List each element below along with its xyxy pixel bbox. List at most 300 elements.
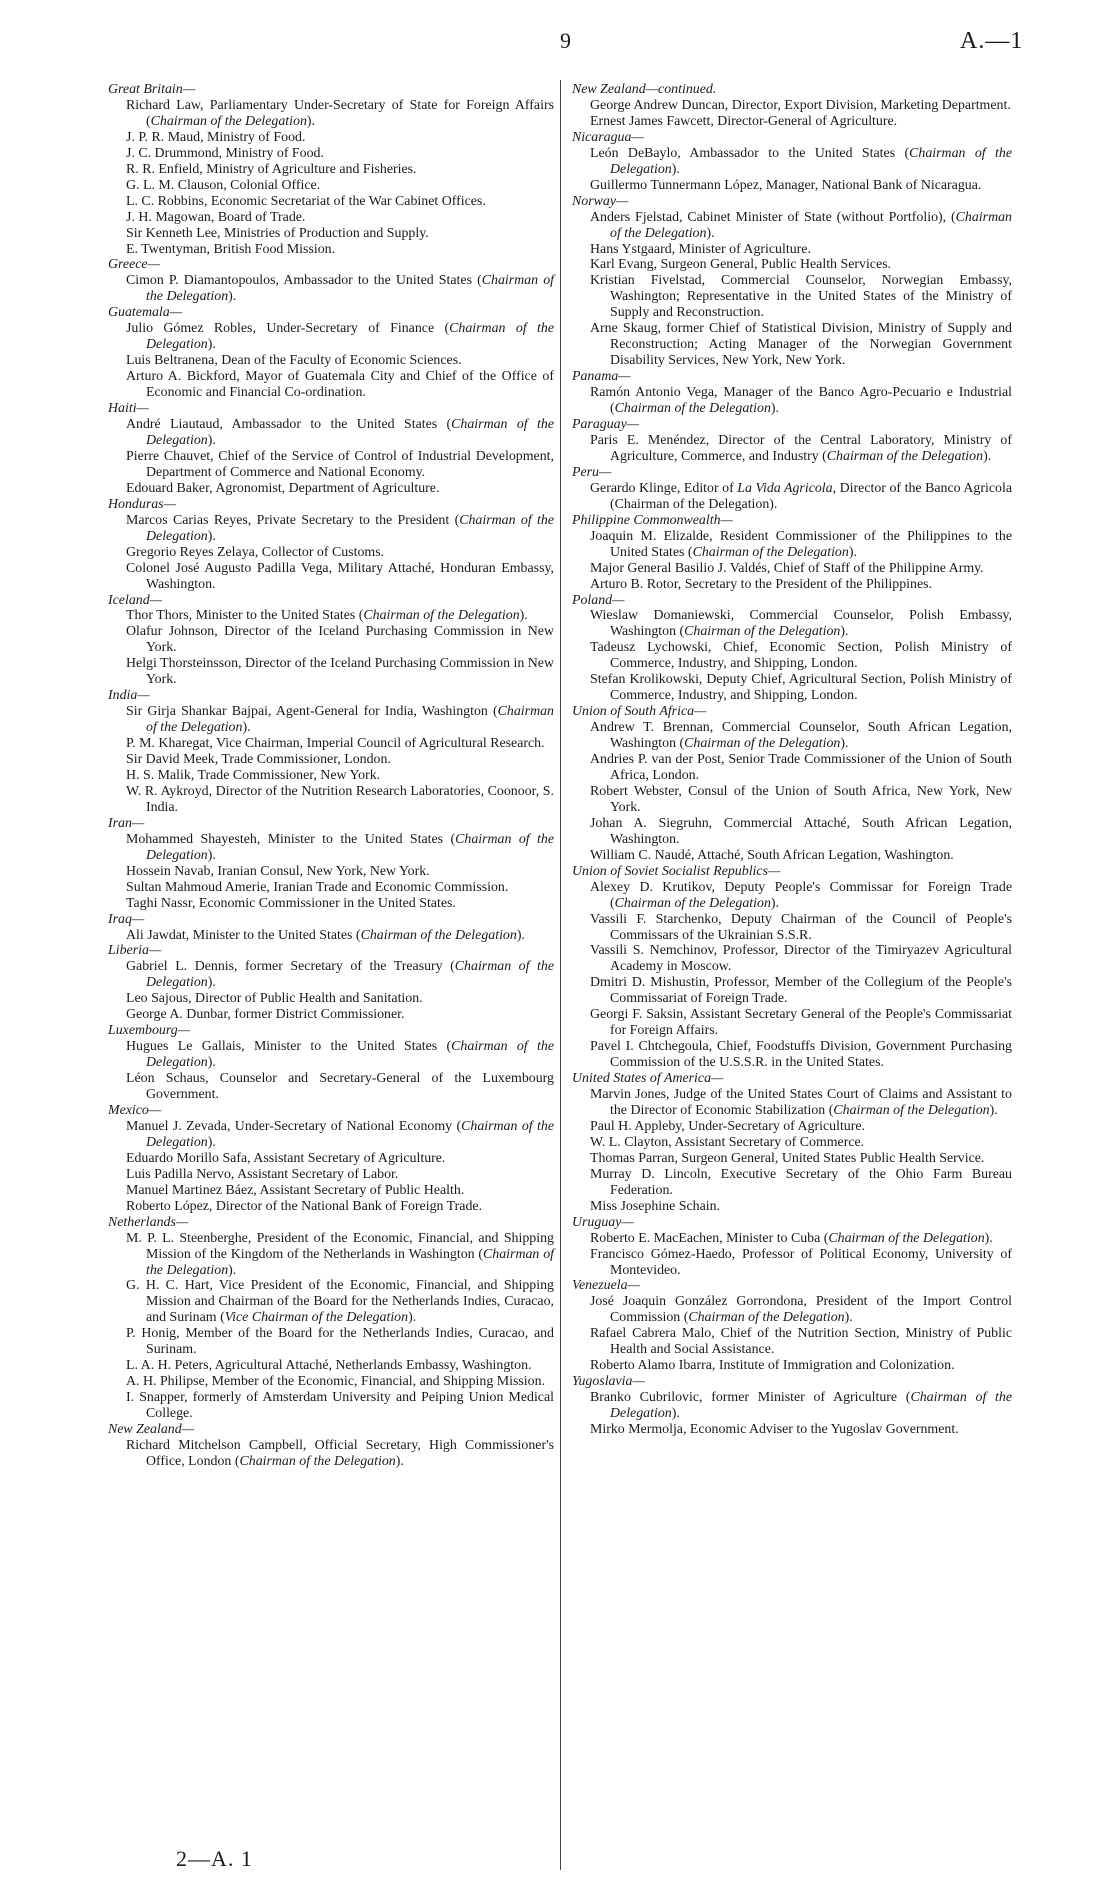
delegate-text: E. Twentyman, British Food Mission. bbox=[126, 241, 336, 257]
delegate-entry bbox=[126, 130, 554, 146]
delegate-entry bbox=[126, 273, 554, 305]
delegate-entry bbox=[126, 369, 554, 401]
country-heading: United States of America— bbox=[572, 1071, 724, 1087]
delegate-text-tail: ). bbox=[408, 1310, 417, 1326]
delegate-text: Ali Jawdat, Minister to the United States ( bbox=[126, 927, 361, 943]
delegate-entry bbox=[126, 736, 554, 752]
delegate-entry bbox=[590, 1151, 1012, 1167]
delegate-entry bbox=[126, 561, 554, 593]
country-heading: Union of South Africa— bbox=[572, 704, 707, 720]
signature-mark: 2—A. 1 bbox=[176, 1846, 253, 1871]
delegate-text: Alexey D. Krutikov, Deputy People's Commissar for Foreign Trade ( bbox=[590, 879, 1012, 911]
delegate-entry bbox=[590, 752, 1012, 784]
delegate-text: Hugues Le Gallais, Minister to the United States ( bbox=[126, 1039, 452, 1055]
delegate-text-tail: ). bbox=[207, 1055, 216, 1071]
delegate-text: Helgi Thorsteinsson, Director of the Iceland Purchasing Commission in New York. bbox=[126, 656, 554, 688]
delegate-text: Wieslaw Domaniewski, Commercial Counselor, Polish Embassy, Washington ( bbox=[590, 608, 1012, 640]
country-section bbox=[108, 1103, 554, 1215]
delegate-text: Karl Evang, Surgeon General, Public Health Services. bbox=[590, 257, 892, 273]
delegate-entry bbox=[590, 273, 1012, 321]
delegate-role-italic: Chairman of the Delegation bbox=[826, 448, 984, 464]
country-heading: Guatemala— bbox=[108, 305, 183, 321]
delegate-entry bbox=[126, 1007, 554, 1023]
delegate-entry bbox=[126, 162, 554, 178]
country-heading: Panama— bbox=[572, 369, 631, 385]
delegate-text: Tadeusz Lychowski, Chief, Economic Section, Polish Ministry of Commerce, Industry, and Shipping, London. bbox=[590, 640, 1012, 672]
delegate-entry bbox=[126, 959, 554, 991]
delegate-entry bbox=[590, 1135, 1012, 1151]
delegate-text: León DeBaylo, Ambassador to the United States ( bbox=[590, 145, 910, 161]
delegate-text-tail: ). bbox=[983, 448, 992, 464]
delegate-role-italic: Chairman of the Delegation bbox=[146, 273, 554, 305]
delegate-entry bbox=[126, 991, 554, 1007]
delegate-text: Julio Gómez Robles, Under-Secretary of Finance ( bbox=[126, 321, 450, 337]
delegate-role-italic: Vice Chairman of the Delegation bbox=[224, 1310, 409, 1326]
delegate-text: H. S. Malik, Trade Commissioner, New York. bbox=[126, 767, 381, 783]
country-heading: India— bbox=[108, 688, 150, 704]
delegate-text: Murray D. Lincoln, Executive Secretary of the Ohio Farm Bureau Federation. bbox=[590, 1166, 1012, 1198]
delegate-text: W. L. Clayton, Assistant Secretary of Commerce. bbox=[590, 1134, 865, 1150]
country-heading: Paraguay— bbox=[572, 417, 640, 433]
delegate-entry bbox=[590, 1326, 1012, 1358]
delegate-text-tail: ). bbox=[207, 337, 216, 353]
delegate-entry bbox=[126, 178, 554, 194]
delegate-entry bbox=[126, 1231, 554, 1279]
delegate-text-tail: ). bbox=[671, 161, 680, 177]
country-section bbox=[108, 1023, 554, 1103]
delegate-role-italic: Chairman of the Delegation bbox=[684, 736, 841, 752]
delegate-entry bbox=[126, 768, 554, 784]
delegate-entry bbox=[126, 608, 554, 624]
delegate-entry bbox=[590, 672, 1012, 704]
delegate-text: Richard Mitchelson Campbell, Official Secretary, High Commissioner's Office, London ( bbox=[126, 1438, 554, 1469]
delegate-entry bbox=[126, 1374, 554, 1390]
delegate-entry bbox=[126, 1438, 554, 1470]
delegate-text: Sir Kenneth Lee, Ministries of Production and Supply. bbox=[126, 225, 429, 241]
delegate-entry bbox=[126, 864, 554, 880]
country-heading: Mexico— bbox=[108, 1103, 162, 1118]
delegate-entry bbox=[590, 321, 1012, 369]
delegate-entry bbox=[590, 481, 1012, 513]
delegate-role-italic: Chairman of the Delegation bbox=[146, 831, 555, 863]
delegate-entry bbox=[590, 577, 1012, 593]
delegate-entry bbox=[126, 417, 554, 449]
delegate-role-italic: Chairman of the Delegation bbox=[614, 895, 771, 911]
delegate-role-italic: Chairman of the Delegation bbox=[146, 704, 554, 736]
delegate-text: Colonel José Augusto Padilla Vega, Military Attaché, Honduran Embassy, Washington. bbox=[126, 560, 554, 592]
delegate-text-tail: ). bbox=[395, 1453, 404, 1469]
delegate-role-italic: Chairman of the Delegation bbox=[360, 927, 517, 943]
delegate-text: L. C. Robbins, Economic Secretariat of the War Cabinet Offices. bbox=[126, 193, 486, 209]
delegate-text-tail: ). bbox=[984, 1230, 993, 1246]
delegate-role-italic: Chairman of the Delegation bbox=[146, 1246, 554, 1278]
delegate-text: Luis Padilla Nervo, Assistant Secretary of Labor. bbox=[126, 1166, 399, 1182]
delegate-entry bbox=[590, 1119, 1012, 1135]
delegate-entry bbox=[590, 816, 1012, 848]
delegate-entry bbox=[126, 210, 554, 226]
country-section bbox=[108, 912, 554, 944]
delegate-entry bbox=[126, 880, 554, 896]
delegate-text: Georgi F. Saksin, Assistant Secretary General of the People's Commissariat for Foreign Affairs. bbox=[590, 1007, 1012, 1039]
delegate-text-tail: ). bbox=[207, 1134, 216, 1150]
delegate-text: M. P. L. Steenberghe, President of the Economic, Financial, and Shipping Mission of the Kingdom of the Netherlands in Washington ( bbox=[126, 1230, 554, 1262]
delegate-text-tail: ). bbox=[840, 624, 849, 640]
country-section bbox=[572, 864, 1012, 1071]
delegate-text: A. H. Philipse, Member of the Economic, Financial, and Shipping Mission. bbox=[126, 1374, 545, 1390]
delegate-text-tail: ). bbox=[770, 401, 780, 417]
delegate-role-italic: Chairman of the Delegation bbox=[614, 401, 771, 417]
delegate-text: Gerardo Klinge, Editor of bbox=[590, 480, 738, 496]
delegate-entry bbox=[590, 1007, 1012, 1039]
delegate-role-italic: Chairman of the Delegation bbox=[688, 1310, 845, 1326]
delegate-entry bbox=[590, 529, 1012, 561]
delegate-entry bbox=[126, 1119, 554, 1151]
country-heading: Haiti— bbox=[108, 401, 149, 417]
delegate-text: Richard Law, Parliamentary Under-Secretary of State for Foreign Affairs ( bbox=[126, 97, 554, 129]
delegate-text-tail: ). bbox=[844, 1310, 853, 1326]
delegate-entry bbox=[126, 1390, 554, 1422]
delegate-text: J. C. Drummond, Ministry of Food. bbox=[126, 145, 324, 161]
country-section bbox=[108, 816, 554, 912]
country-section bbox=[108, 1215, 554, 1422]
country-heading: Honduras— bbox=[108, 496, 176, 512]
delegate-entry bbox=[590, 608, 1012, 640]
country-section bbox=[572, 130, 1012, 194]
delegate-text-tail: ). bbox=[242, 720, 251, 736]
delegate-text: Andrew T. Brennan, Commercial Counselor, South African Legation, Washington ( bbox=[590, 720, 1012, 752]
delegate-text: Andries P. van der Post, Senior Trade Commissioner of the Union of South Africa, London. bbox=[590, 752, 1012, 783]
delegate-text: George Andrew Duncan, Director, Export Division, Marketing Department. bbox=[590, 97, 1011, 113]
delegate-text-tail: , Director of the Banco Agricola (Chairman of the Delegation). bbox=[610, 480, 1012, 512]
delegate-role-italic: Chairman of the Delegation bbox=[610, 1390, 1012, 1422]
delegate-entry bbox=[590, 640, 1012, 672]
country-section bbox=[108, 497, 554, 593]
country-section bbox=[108, 688, 554, 816]
delegate-entry bbox=[590, 114, 1012, 130]
delegate-entry bbox=[126, 226, 554, 242]
delegate-text: Vassili S. Nemchinov, Professor, Director of the Timiryazev Agricultural Academy in Moscow. bbox=[590, 943, 1012, 975]
delegate-role-italic: Chairman of the Delegation bbox=[146, 959, 554, 991]
delegate-text: G. L. M. Clauson, Colonial Office. bbox=[126, 177, 321, 193]
delegate-entry bbox=[590, 1294, 1012, 1326]
delegate-entry bbox=[590, 848, 1012, 864]
country-heading: Norway— bbox=[572, 193, 629, 209]
delegate-text-tail: ). bbox=[989, 1103, 998, 1118]
delegate-text: William C. Naudé, Attaché, South African Legation, Washington. bbox=[590, 847, 954, 863]
delegate-entry bbox=[126, 752, 554, 768]
delegate-entry bbox=[126, 1183, 554, 1199]
country-heading: Peru— bbox=[572, 464, 612, 480]
delegate-entry bbox=[590, 1167, 1012, 1199]
delegate-role-italic: Chairman of the Delegation bbox=[150, 113, 307, 129]
country-heading: Greece— bbox=[108, 257, 160, 273]
delegate-entry bbox=[590, 880, 1012, 912]
country-heading: Great Britain— bbox=[108, 82, 196, 97]
delegate-text-tail: ). bbox=[207, 432, 216, 448]
delegate-text: Taghi Nassr, Economic Commissioner in the United States. bbox=[126, 895, 456, 911]
delegate-text: Roberto E. MacEachen, Minister to Cuba ( bbox=[590, 1230, 829, 1246]
delegate-entry bbox=[590, 98, 1012, 114]
delegate-text: Francisco Gómez-Haedo, Professor of Political Economy, University of Montevideo. bbox=[590, 1246, 1012, 1278]
delegate-text: Guillermo Tunnermann López, Manager, National Bank of Nicaragua. bbox=[590, 177, 982, 193]
delegate-role-italic: Chairman of the Delegation bbox=[610, 209, 1012, 241]
delegate-role-italic: Chairman of the Delegation bbox=[828, 1230, 985, 1246]
delegate-text: Stefan Krolikowski, Deputy Chief, Agricultural Section, Polish Ministry of Commerce, Industry, and Shipping, London. bbox=[590, 672, 1012, 704]
delegate-role-italic: Chairman of the Delegation bbox=[146, 321, 554, 353]
delegate-text: Anders Fjelstad, Cabinet Minister of State (without Portfolio), ( bbox=[590, 209, 956, 225]
delegate-entry bbox=[126, 896, 554, 912]
delegate-entry bbox=[126, 1199, 554, 1215]
delegate-entry bbox=[126, 545, 554, 561]
delegate-entry bbox=[590, 257, 1012, 273]
delegate-text: André Liautaud, Ambassador to the United States ( bbox=[126, 417, 452, 433]
delegate-entry bbox=[126, 1167, 554, 1183]
delegate-entry bbox=[590, 146, 1012, 178]
delegate-entry bbox=[590, 1199, 1012, 1215]
delegate-role-italic: Chairman of the Delegation bbox=[146, 1118, 554, 1150]
delegate-text: P. M. Kharegat, Vice Chairman, Imperial Council of Agricultural Research. bbox=[126, 736, 545, 752]
delegate-entry bbox=[590, 433, 1012, 465]
delegate-role-italic: Chairman of the Delegation bbox=[146, 1039, 554, 1071]
delegate-entry bbox=[590, 912, 1012, 944]
delegate-text: Sultan Mahmoud Amerie, Iranian Trade and Economic Commission. bbox=[126, 879, 509, 895]
delegate-text-tail: ). bbox=[516, 927, 525, 943]
delegate-text: Thor Thors, Minister to the United States ( bbox=[126, 608, 364, 624]
delegate-entry bbox=[590, 242, 1012, 258]
delegate-text: Arturo B. Rotor, Secretary to the President of the Philippines. bbox=[590, 576, 933, 592]
delegate-entry bbox=[590, 1422, 1012, 1438]
delegate-text: Joaquin M. Elizalde, Resident Commissioner of the Philippines to the United States ( bbox=[590, 528, 1012, 560]
country-section bbox=[572, 513, 1012, 593]
left-column bbox=[108, 82, 554, 1470]
delegate-entry bbox=[126, 513, 554, 545]
country-heading: Uruguay— bbox=[572, 1214, 634, 1230]
delegate-role-italic: Chairman of the Delegation bbox=[610, 145, 1013, 177]
country-heading: Liberia— bbox=[108, 943, 162, 959]
delegate-entry bbox=[126, 928, 554, 944]
delegate-text-tail: ). bbox=[848, 544, 857, 560]
delegate-text: Olafur Johnson, Director of the Iceland Purchasing Commission in New York. bbox=[126, 624, 554, 656]
delegate-entry bbox=[126, 146, 554, 162]
delegate-entry bbox=[126, 1358, 554, 1374]
country-section bbox=[572, 1071, 1012, 1215]
delegate-text: Roberto Alamo Ibarra, Institute of Immigration and Colonization. bbox=[590, 1358, 955, 1374]
country-section bbox=[572, 593, 1012, 705]
delegate-text: Pierre Chauvet, Chief of the Service of Control of Industrial Development, Department of Commerce and National Economy. bbox=[126, 448, 554, 480]
delegate-role-italic: Chairman of the Delegation bbox=[363, 608, 520, 624]
country-heading: Poland— bbox=[572, 592, 625, 608]
country-section bbox=[572, 465, 1012, 513]
delegate-entry bbox=[590, 561, 1012, 577]
country-section bbox=[572, 704, 1012, 864]
column-divider bbox=[560, 80, 561, 1870]
country-section bbox=[572, 82, 1012, 130]
delegate-text: Eduardo Morillo Safa, Assistant Secretary of Agriculture. bbox=[126, 1150, 446, 1166]
delegate-text: Cimon P. Diamantopoulos, Ambassador to the United States ( bbox=[126, 273, 482, 289]
delegate-text: Leo Sajous, Director of Public Health and Sanitation. bbox=[126, 991, 423, 1007]
delegate-text-tail: ). bbox=[671, 1406, 680, 1422]
delegate-text-tail: ). bbox=[840, 736, 849, 752]
delegate-text: P. Honig, Member of the Board for the Netherlands Indies, Curacao, and Surinam. bbox=[126, 1326, 554, 1358]
delegate-text: Paul H. Appleby, Under-Secretary of Agriculture. bbox=[590, 1118, 866, 1134]
delegate-entry bbox=[590, 385, 1012, 417]
delegate-text: Ernest James Fawcett, Director-General of Agriculture. bbox=[590, 113, 898, 129]
delegate-text-tail: ). bbox=[228, 289, 237, 305]
delegate-text: I. Snapper, formerly of Amsterdam University and Peiping Union Medical College. bbox=[126, 1390, 554, 1422]
page-number: 9 bbox=[560, 28, 571, 53]
delegate-entry bbox=[590, 1231, 1012, 1247]
delegate-entry bbox=[126, 1278, 554, 1326]
country-section bbox=[572, 417, 1012, 465]
delegate-text: Arturo A. Bickford, Mayor of Guatemala City and Chief of the Office of Economic and Financial Co-ordination. bbox=[126, 369, 554, 401]
country-section bbox=[572, 1374, 1012, 1438]
country-section bbox=[108, 401, 554, 497]
delegate-entry bbox=[126, 832, 554, 864]
delegate-text: G. H. C. Hart, Vice President of the Economic, Financial, and Shipping Mission and Chairman of the Board for the Netherlands Indies, Curacao, and Surinam ( bbox=[126, 1278, 554, 1326]
delegate-text: José Joaquin González Gorrondona, President of the Import Control Commission ( bbox=[590, 1294, 1012, 1326]
country-heading: Union of Soviet Socialist Republics— bbox=[572, 863, 781, 879]
country-heading: Iceland— bbox=[108, 592, 163, 608]
country-section bbox=[108, 257, 554, 305]
delegate-entry bbox=[126, 242, 554, 258]
country-section bbox=[572, 1278, 1012, 1374]
delegate-text: Mohammed Shayesteh, Minister to the United States ( bbox=[126, 831, 456, 847]
delegate-text: Arne Skaug, former Chief of Statistical Division, Ministry of Supply and Reconstruction; Acting Manager of the Norwegian Government Disability Services, New York, New York. bbox=[590, 321, 1012, 369]
delegate-entry bbox=[126, 481, 554, 497]
delegate-entry bbox=[126, 704, 554, 736]
delegate-text: Dmitri D. Mishustin, Professor, Member of the Collegium of the People's Commissariat of Foreign Trade. bbox=[590, 975, 1012, 1007]
delegate-entry bbox=[590, 1087, 1012, 1119]
delegate-text: Sir David Meek, Trade Commissioner, London. bbox=[126, 752, 391, 768]
delegate-text: Thomas Parran, Surgeon General, United States Public Health Service. bbox=[590, 1150, 985, 1166]
delegate-text: Vassili F. Starchenko, Deputy Chairman of the Council of People's Commissars of the Ukrainian S.S.R. bbox=[590, 911, 1012, 943]
country-heading: Philippine Commonwealth— bbox=[572, 512, 733, 528]
country-heading: Yugoslavia— bbox=[572, 1374, 645, 1390]
country-section bbox=[572, 1215, 1012, 1279]
delegate-text: L. A. H. Peters, Agricultural Attaché, Netherlands Embassy, Washington. bbox=[126, 1358, 532, 1374]
delegate-text: Gregorio Reyes Zelaya, Collector of Customs. bbox=[126, 544, 385, 560]
delegate-text: Léon Schaus, Counselor and Secretary-General of the Luxembourg Government. bbox=[126, 1071, 554, 1103]
delegate-text: Major General Basilio J. Valdés, Chief of Staff of the Philippine Army. bbox=[590, 560, 984, 576]
delegate-text: Ramón Antonio Vega, Manager of the Banco Agro-Pecuario e Industrial ( bbox=[590, 385, 1012, 417]
delegate-text: Mirko Mermolja, Economic Adviser to the Yugoslav Government. bbox=[590, 1422, 959, 1438]
delegate-role-italic: Chairman of the Delegation bbox=[146, 417, 554, 448]
country-heading: New Zealand—continued. bbox=[572, 82, 717, 97]
delegate-entry bbox=[590, 943, 1012, 975]
delegate-text: Gabriel L. Dennis, former Secretary of the Treasury ( bbox=[126, 959, 455, 975]
delegate-role-italic: Chairman of the Delegation bbox=[684, 624, 841, 640]
delegate-text: Rafael Cabrera Malo, Chief of the Nutrition Section, Ministry of Public Health and Social Assistance. bbox=[590, 1326, 1012, 1358]
country-heading: Iran— bbox=[108, 815, 145, 831]
delegate-entry bbox=[590, 210, 1012, 242]
delegate-entry bbox=[126, 1151, 554, 1167]
delegate-text: Miss Josephine Schain. bbox=[590, 1198, 721, 1214]
delegate-role-italic: Chairman of the Delegation bbox=[146, 512, 555, 544]
delegate-text-tail: ). bbox=[207, 975, 216, 991]
delegate-text: J. H. Magowan, Board of Trade. bbox=[126, 209, 306, 225]
delegate-text: Branko Cubrilovic, former Minister of Agriculture ( bbox=[590, 1390, 911, 1406]
delegate-text: Manuel Martinez Báez, Assistant Secretary of Public Health. bbox=[126, 1182, 465, 1198]
delegate-entry bbox=[590, 178, 1012, 194]
delegate-text: R. R. Enfield, Ministry of Agriculture and Fisheries. bbox=[126, 161, 417, 177]
delegate-text-tail: ). bbox=[207, 528, 216, 544]
delegate-entry bbox=[126, 98, 554, 130]
right-column bbox=[572, 82, 1012, 1438]
delegate-entry bbox=[590, 975, 1012, 1007]
delegate-role-italic: Chairman of the Delegation bbox=[833, 1103, 990, 1118]
delegate-entry bbox=[590, 720, 1012, 752]
delegate-text: Manuel J. Zevada, Under-Secretary of National Economy ( bbox=[126, 1118, 462, 1134]
country-section bbox=[108, 1422, 554, 1470]
delegate-text: J. P. R. Maud, Ministry of Food. bbox=[126, 129, 306, 145]
country-heading: Luxembourg— bbox=[108, 1023, 191, 1039]
delegate-text: Pavel I. Chtchegoula, Chief, Foodstuffs Division, Government Purchasing Commission of the U.S.S.R. in the United States. bbox=[590, 1039, 1012, 1071]
delegate-text: Hans Ystgaard, Minister of Agriculture. bbox=[590, 241, 811, 257]
delegate-entry bbox=[126, 784, 554, 816]
delegate-text: Marvin Jones, Judge of the United States Court of Claims and Assistant to the Director of Economic Stabilization ( bbox=[590, 1087, 1012, 1118]
country-section bbox=[108, 943, 554, 1023]
delegate-entry bbox=[590, 1039, 1012, 1071]
delegate-entry bbox=[126, 353, 554, 369]
delegate-entry bbox=[126, 1071, 554, 1103]
delegate-entry bbox=[126, 1326, 554, 1358]
document-reference: A.—1 bbox=[960, 28, 1024, 54]
country-heading: New Zealand— bbox=[108, 1422, 195, 1438]
delegate-text: W. R. Aykroyd, Director of the Nutrition Research Laboratories, Coonoor, S. India. bbox=[126, 783, 554, 815]
delegate-entry bbox=[126, 624, 554, 656]
delegate-entry bbox=[126, 449, 554, 481]
delegate-text: Sir Girja Shankar Bajpai, Agent-General for India, Washington ( bbox=[126, 704, 498, 720]
delegate-text: Hossein Navab, Iranian Consul, New York, New York. bbox=[126, 863, 430, 879]
delegate-text: George A. Dunbar, former District Commissioner. bbox=[126, 1007, 405, 1023]
country-section bbox=[108, 305, 554, 401]
delegate-entry bbox=[590, 784, 1012, 816]
delegate-text-tail: ). bbox=[207, 847, 216, 863]
country-heading: Venezuela— bbox=[572, 1278, 640, 1294]
delegate-entry bbox=[126, 1039, 554, 1071]
delegate-text-tail: ). bbox=[770, 895, 780, 911]
delegate-entry bbox=[126, 194, 554, 210]
delegate-role-italic: La Vida Agricola bbox=[737, 480, 833, 496]
delegate-text: Edouard Baker, Agronomist, Department of Agriculture. bbox=[126, 480, 440, 496]
delegate-text: Luis Beltranena, Dean of the Faculty of Economic Sciences. bbox=[126, 353, 462, 369]
delegate-role-italic: Chairman of the Delegation bbox=[692, 544, 849, 560]
delegate-text: Robert Webster, Consul of the Union of South Africa, New York, New York. bbox=[590, 783, 1012, 815]
delegate-entry bbox=[590, 1358, 1012, 1374]
delegate-role-italic: Chairman of the Delegation bbox=[239, 1453, 396, 1469]
delegate-text-tail: ). bbox=[306, 113, 316, 129]
delegate-text-tail: ). bbox=[706, 225, 715, 241]
delegate-text-tail: ). bbox=[228, 1262, 237, 1278]
delegate-entry bbox=[590, 1247, 1012, 1279]
country-heading: Netherlands— bbox=[108, 1214, 189, 1230]
country-section bbox=[572, 369, 1012, 417]
delegate-text-tail: ). bbox=[519, 608, 528, 624]
delegate-entry bbox=[126, 656, 554, 688]
delegate-entry bbox=[590, 1390, 1012, 1422]
country-heading: Nicaragua— bbox=[572, 129, 644, 145]
country-section bbox=[572, 194, 1012, 369]
country-heading: Iraq— bbox=[108, 911, 145, 927]
delegate-text: Paris E. Menéndez, Director of the Central Laboratory, Ministry of Agriculture, Commerce, and Industry ( bbox=[590, 432, 1012, 464]
delegate-text: Marcos Carias Reyes, Private Secretary to the President ( bbox=[126, 512, 460, 528]
delegate-text: Kristian Fivelstad, Commercial Counselor, Norwegian Embassy, Washington; Representative in the United States of the Ministry of Supply and Reconstruction. bbox=[590, 273, 1012, 321]
delegate-entry bbox=[126, 321, 554, 353]
country-section bbox=[108, 82, 554, 257]
delegate-text: Roberto López, Director of the National Bank of Foreign Trade. bbox=[126, 1198, 483, 1214]
delegate-text: Johan A. Siegruhn, Commercial Attaché, South African Legation, Washington. bbox=[590, 815, 1012, 847]
country-section bbox=[108, 593, 554, 689]
